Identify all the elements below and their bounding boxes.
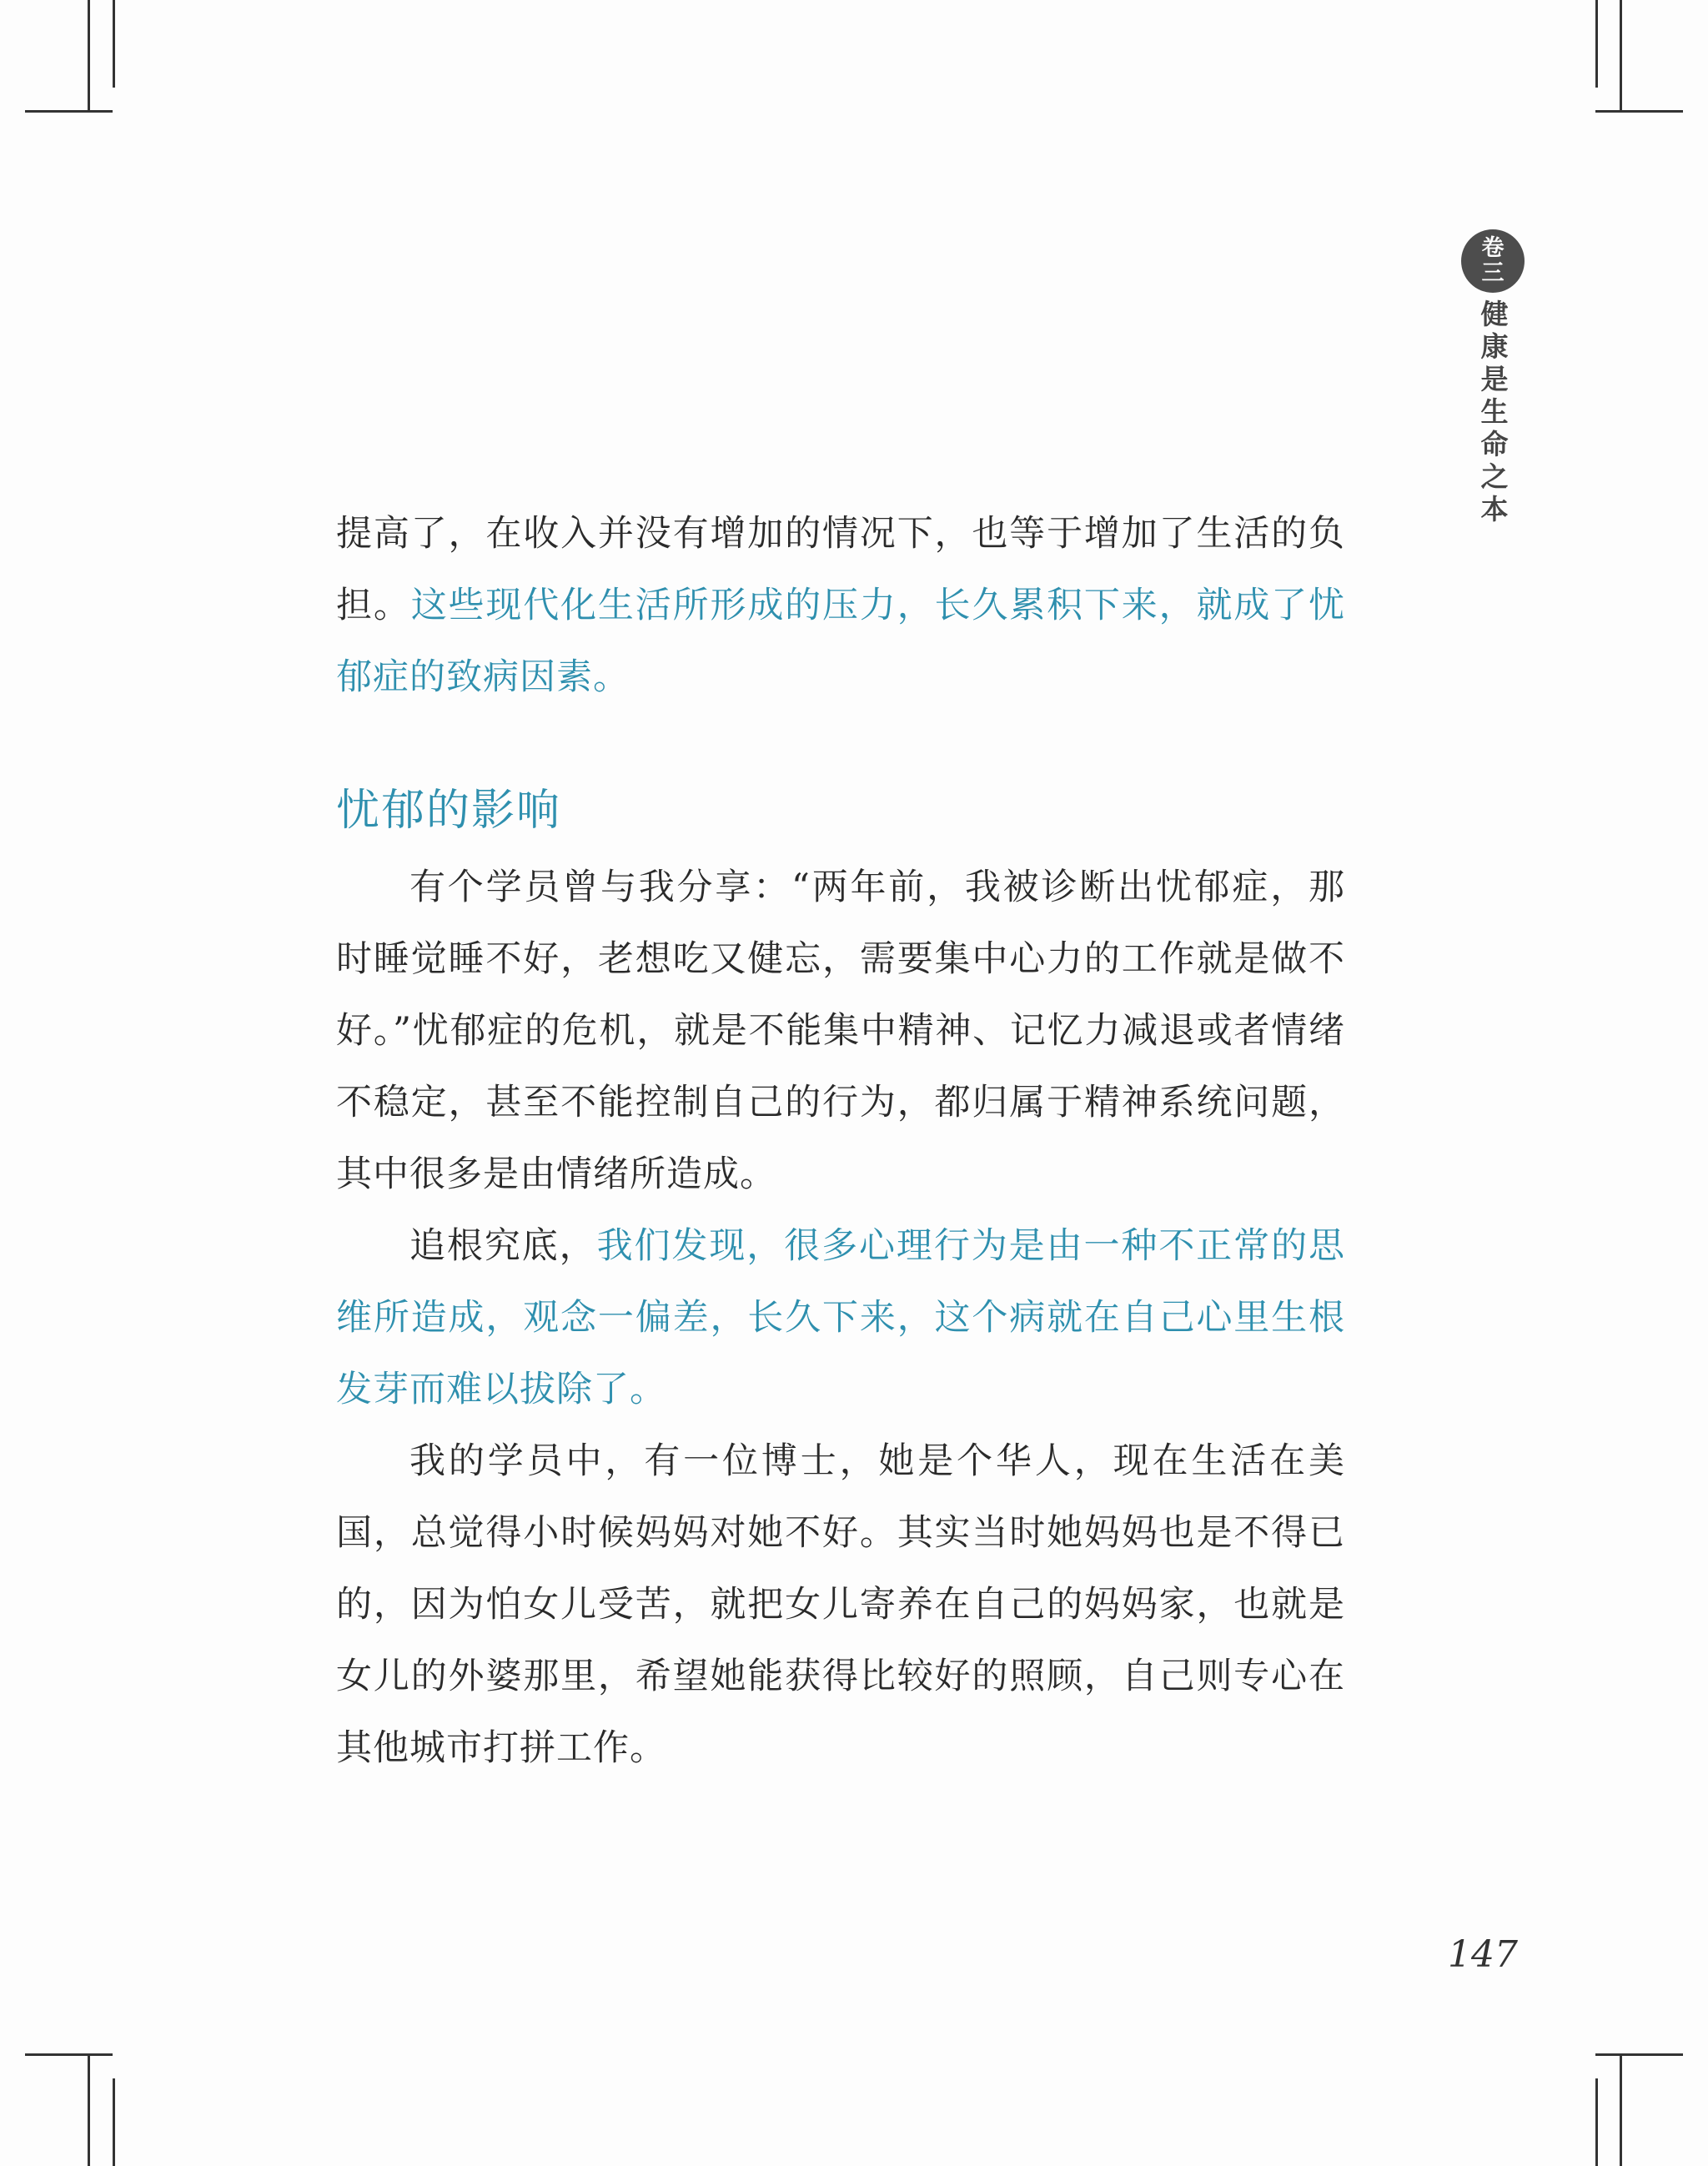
volume-char-2: 三 bbox=[1481, 260, 1505, 286]
volume-char-1: 卷 bbox=[1481, 235, 1505, 261]
chapter-title: 健康是生命之本 bbox=[1476, 299, 1510, 527]
paragraph-2: 有个学员曾与我分享：“两年前，我被诊断出忧郁症，那时睡觉睡不好，老想吃又健忘，需要集中心力的工作就是做不好。”忧郁症的危机，就是不能集中精神、记忆力减退或者情绪不稳定，甚至不能控制自己的行为，都归属于精神系统问题，其中很多是由情绪所造成。 bbox=[336, 867, 1345, 1195]
paragraph-1-highlight: 这些现代化生活所形成的压力，长久累积下来，就成了忧郁症的致病因素。 bbox=[336, 585, 1346, 698]
crop-mark-bottom-left-v2 bbox=[113, 2078, 115, 2166]
crop-mark-bottom-right-h bbox=[1595, 2053, 1683, 2056]
paragraph-4: 我的学员中，有一位博士，她是个华人，现在生活在美国，总觉得小时候妈妈对她不好。其实当时她妈妈也是不得已的，因为怕女儿受苦，就把女儿寄养在自己的妈妈家，也就是女儿的外婆那里，希望她能获得比较好的照顾，自己则专心在其他城市打拼工作。 bbox=[336, 1440, 1345, 1769]
crop-mark-bottom-right-v2 bbox=[1620, 2053, 1622, 2166]
crop-mark-bottom-left-h bbox=[25, 2053, 113, 2056]
crop-mark-top-right-h bbox=[1595, 110, 1683, 113]
crop-mark-top-right-v bbox=[1595, 0, 1598, 88]
crop-mark-top-left-v bbox=[88, 0, 90, 113]
crop-mark-bottom-right-v bbox=[1595, 2078, 1598, 2166]
paragraph-3-highlight: 我们发现，很多心理行为是由一种不正常的思维所造成，观念一偏差，长久下来，这个病就在自己心里生根发芽而难以拔除了。 bbox=[336, 1225, 1346, 1410]
paragraph-1-text: 提高了，在收入并没有增加的情况下，也等于增加了生活的负担。 bbox=[336, 513, 1345, 626]
chapter-sidebar bbox=[1461, 229, 1525, 527]
page-number: 147 bbox=[1448, 1933, 1518, 1976]
crop-mark-bottom-left-v bbox=[88, 2053, 90, 2166]
crop-mark-top-left-h bbox=[25, 110, 113, 113]
paragraph-1 bbox=[336, 498, 1345, 713]
section-heading: 忧郁的影响 bbox=[336, 786, 562, 836]
crop-mark-top-left-v2 bbox=[113, 0, 115, 88]
paragraph-3-text: 追根究底， bbox=[409, 1225, 597, 1267]
crop-mark-top-right-v2 bbox=[1620, 0, 1622, 113]
page-body bbox=[336, 498, 1345, 1784]
paragraph-3 bbox=[336, 1210, 1345, 1425]
volume-badge bbox=[1461, 229, 1525, 293]
